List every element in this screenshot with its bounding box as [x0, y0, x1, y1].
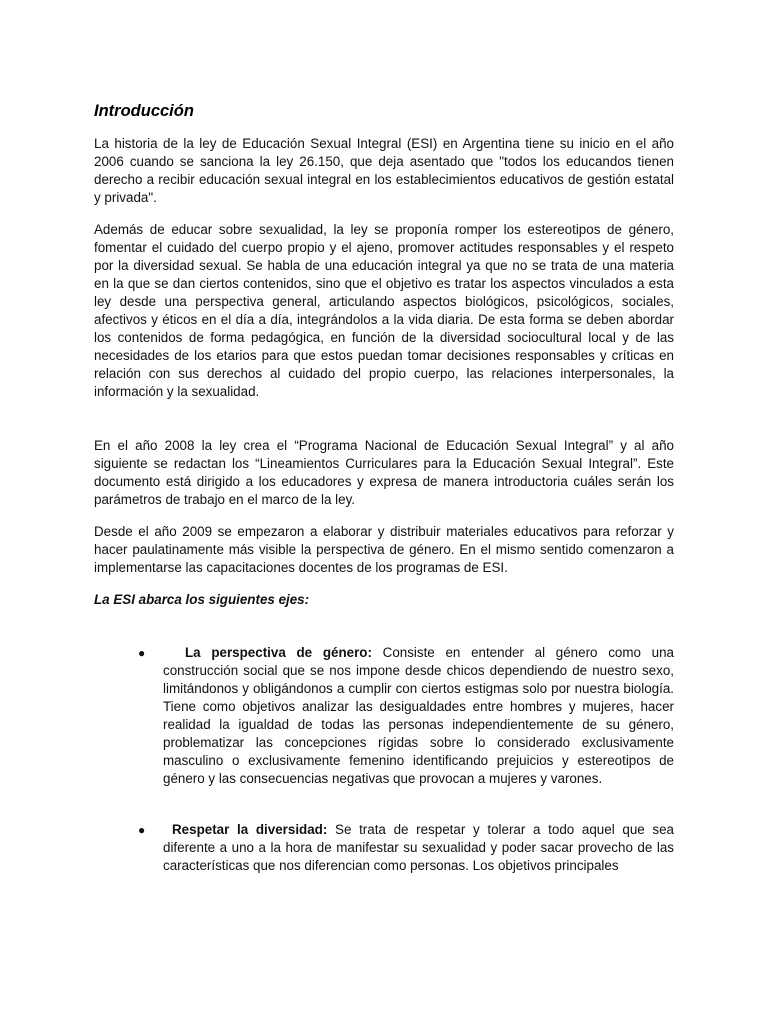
list-item [138, 644, 674, 788]
bullet-icon: ● [138, 823, 146, 837]
paragraph-history: La historia de la ley de Educación Sexual Integral (ESI) en Argentina tiene su inicio en el año 2006 cuando se sanciona la ley 26.150, que deja asentado que "todos los educandos tienen derecho a recibir educación sexual integral en los establecimientos educativos de gestión estatal y privada". [94, 136, 674, 205]
axis-term: Respetar la diversidad: [172, 822, 328, 837]
page-title: Introducción [94, 102, 194, 120]
list-item [138, 821, 674, 875]
paragraph-objectives: Además de educar sobre sexualidad, la ley se proponía romper los estereotipos de género, fomentar el cuidado del cuerpo propio y el ajeno, promover actitudes responsables y el respeto por la diversidad sexual. Se habla de una educación integral ya que no se trata de una materia en la que se dan ciertos contenidos, sino que el objetivo es tratar los aspectos vinculados a esta ley desde una perspectiva general, articulando aspectos biológicos, psicológicos, sociales, afectivos y éticos en el día a día, integrándolos a la vida diaria. De esta forma se deben abordar los contenidos de forma pedagógica, en función de la diversidad sociocultural local y de las necesidades de los etarios para que estos puedan tomar decisiones responsables y críticas en relación con sus derechos al cuidado del propio cuerpo, las relaciones interpersonales, la información y la sexualidad. [94, 222, 674, 399]
paragraph-materials-2009: Desde el año 2009 se empezaron a elaborar y distribuir materiales educativos para reforzar y hacer paulatinamente más visible la perspectiva de género. En el mismo sentido comenzaron a implementarse las capacitaciones docentes de los programas de ESI. [94, 524, 674, 575]
axis-description: Consiste en entender al género como una construcción social que se nos impone desde chicos dependiendo de nuestro sexo, limitándonos y obligándonos a cumplir con ciertos estigmas solo por nuestra biología. Tiene como objetivos analizar las desigualdades entre hombres y mujeres, hacer realidad la igualdad de todas las personas independientemente de su género, problematizar las concepciones rígidas sobre lo considerado exclusivamente masculino o exclusivamente femenino identificando prejuicios y estereotipos de género y las consecuencias negativas que provocan a mujeres y varones. [163, 645, 674, 786]
axes-heading: La ESI abarca los siguientes ejes: [94, 592, 310, 607]
paragraph-program-2008: En el año 2008 la ley crea el “Programa Nacional de Educación Sexual Integral” y al año siguiente se redactan los “Lineamientos Curriculares para la Educación Sexual Integral”. Este documento está dirigido a los educadores y expresa de manera introductoria cuáles serán los parámetros de trabajo en el marco de la ley. [94, 438, 674, 507]
axes-list [94, 644, 674, 875]
axis-description: Se trata de respetar y tolerar a todo aquel que sea diferente a uno a la hora de manifestar su sexualidad y poder sacar provecho de las características que nos diferencian como personas. Los objetivos principales [163, 822, 674, 873]
blank-line [94, 415, 674, 437]
bullet-icon: ● [138, 646, 146, 660]
axis-term: La perspectiva de género: [185, 645, 372, 660]
